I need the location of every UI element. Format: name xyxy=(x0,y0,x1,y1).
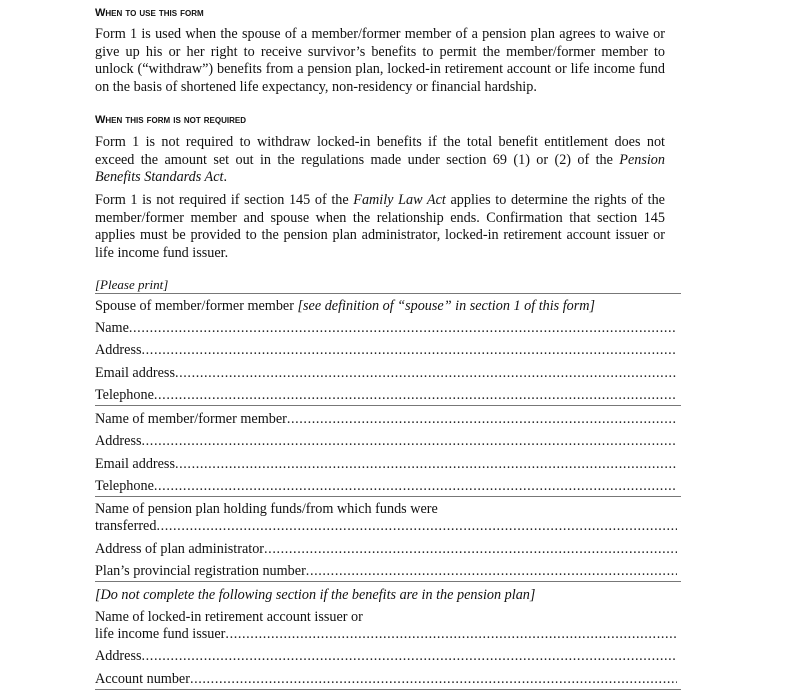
section-divider xyxy=(95,689,681,690)
account-number-field[interactable] xyxy=(95,671,677,688)
act-name: Pension Benefits Standards Act xyxy=(95,151,665,186)
member-address-field[interactable] xyxy=(95,433,677,450)
spouse-name-field[interactable] xyxy=(95,320,677,337)
field-label: Plan’s provincial registration number xyxy=(95,563,306,579)
issuer-section-note: [Do not complete the following section if the benefits are in the pension plan] xyxy=(95,587,536,603)
paragraph-not-required-1 xyxy=(95,134,665,187)
heading-when-to-use: When to use this form xyxy=(95,7,204,19)
section-divider xyxy=(95,581,681,582)
field-label: Telephone xyxy=(95,387,154,403)
heading-when-not-required: When this form is not required xyxy=(95,114,246,126)
section-note: [see definition of “spouse” in section 1 of this form] xyxy=(297,298,596,314)
paragraph-when-to-use: Form 1 is used when the spouse of a member/former member of a pension plan agrees to waive or give up his or her right to receive survivor’s benefits to permit the member/former member to unlock (“withdraw”) benefits from a pension plan, locked-in retirement account or life income fund on the basis of shortened life expectancy, non-residency or financial hardship. xyxy=(95,26,665,95)
member-email-field[interactable] xyxy=(95,456,677,473)
field-label: Account number xyxy=(95,671,190,687)
member-name-field[interactable] xyxy=(95,411,677,428)
fill-in-line[interactable] xyxy=(175,456,677,473)
section-title: Spouse of member/former member xyxy=(95,298,298,314)
spouse-address-field[interactable] xyxy=(95,342,677,359)
fill-in-line[interactable] xyxy=(264,541,677,558)
pension-plan-name-label: Name of pension plan holding funds/from which funds were xyxy=(95,501,438,517)
paragraph-text: Form 1 is not required if section 145 of the xyxy=(95,192,354,208)
field-label: Address xyxy=(95,342,142,358)
fill-in-line[interactable] xyxy=(142,342,678,359)
fill-in-line[interactable] xyxy=(287,411,677,428)
fill-in-line[interactable] xyxy=(306,563,677,580)
field-label: life income fund issuer xyxy=(95,626,226,642)
spouse-telephone-field[interactable] xyxy=(95,387,677,404)
plan-administrator-address-field[interactable] xyxy=(95,541,677,558)
field-label: Address xyxy=(95,648,142,664)
issuer-address-field[interactable] xyxy=(95,648,677,665)
field-label: Email address xyxy=(95,365,175,381)
field-label: Telephone xyxy=(95,478,154,494)
field-label: Address xyxy=(95,433,142,449)
fill-in-line[interactable] xyxy=(175,365,677,382)
field-label: Address of plan administrator xyxy=(95,541,265,557)
fill-in-line[interactable] xyxy=(156,518,677,535)
issuer-name-field[interactable] xyxy=(95,626,677,643)
fill-in-line[interactable] xyxy=(154,387,677,404)
paragraph-text: applies to determine the rights of the member/former member and spouse when the relationship ends. Confirmation that section 145 applies must be provided to the pension plan administrator, locked-in retirement account issuer or life income fund issuer. xyxy=(95,192,665,261)
spouse-section-title xyxy=(95,298,595,315)
issuer-name-label: Name of locked-in retirement account issuer or xyxy=(95,609,363,625)
fill-in-line[interactable] xyxy=(154,478,677,495)
field-label: Email address xyxy=(95,456,175,472)
field-label: transferred xyxy=(95,518,157,534)
fill-in-line[interactable] xyxy=(142,648,678,665)
paragraph-text: Form 1 is not required to withdraw locked-in benefits if the total benefit entitlement does not exceed the amount set out in the regulations made under section 69 (1) or (2) of the xyxy=(95,134,665,168)
section-divider xyxy=(95,496,681,497)
paragraph-not-required-2 xyxy=(95,192,665,262)
pension-plan-name-field[interactable] xyxy=(95,518,677,535)
section-divider xyxy=(95,405,681,406)
field-label: Name xyxy=(95,320,129,336)
section-divider xyxy=(95,293,681,294)
fill-in-line[interactable] xyxy=(142,433,678,450)
paragraph-text: . xyxy=(223,169,228,186)
member-telephone-field[interactable] xyxy=(95,478,677,495)
fill-in-line[interactable] xyxy=(190,671,677,688)
please-print-note: [Please print] xyxy=(95,277,169,292)
fill-in-line[interactable] xyxy=(129,320,677,337)
act-name: Family Law Act xyxy=(353,192,446,208)
fill-in-line[interactable] xyxy=(225,626,677,643)
plan-registration-number-field[interactable] xyxy=(95,563,677,580)
field-label: Name of member/former member xyxy=(95,411,287,427)
spouse-email-field[interactable] xyxy=(95,365,677,382)
